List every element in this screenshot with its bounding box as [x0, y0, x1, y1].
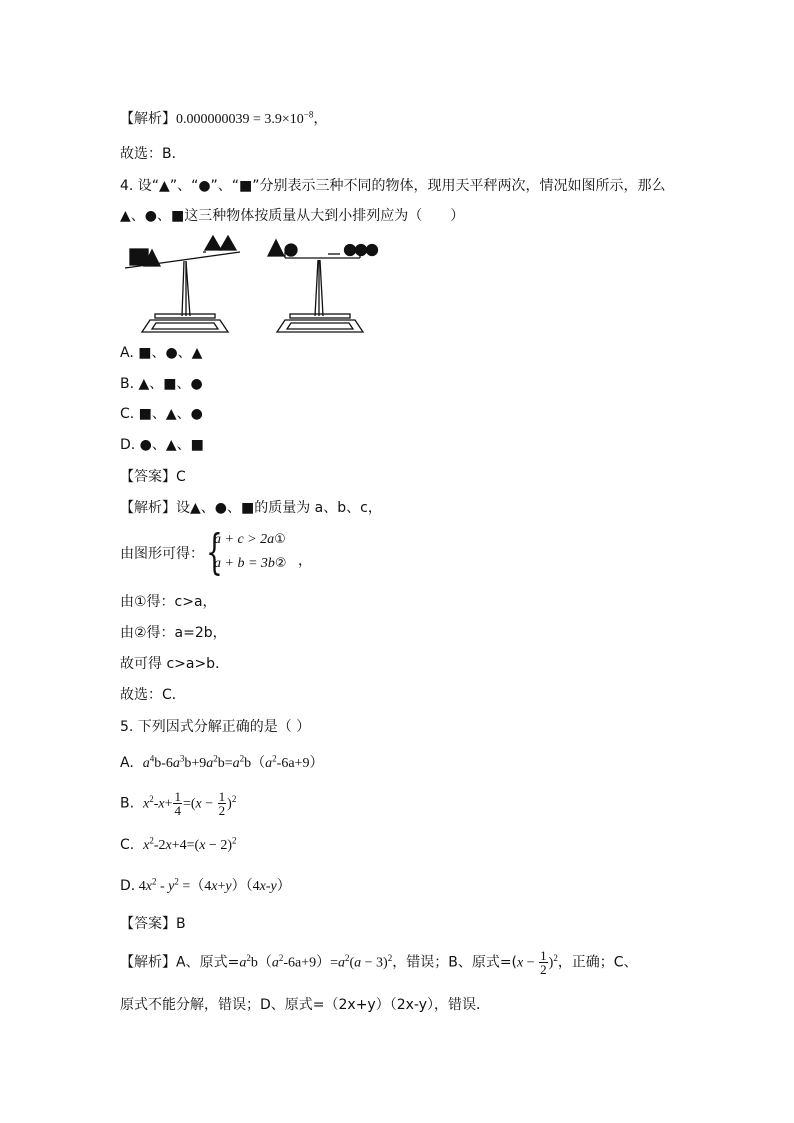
q5-answer: 【答案】B	[120, 916, 186, 932]
q3-choose: 故选：B．	[120, 146, 186, 162]
q4-system-prefix: 由图形可得：	[120, 546, 204, 562]
left-balance-scale	[125, 236, 240, 332]
q4-stem-line1: 4. 设“▲”、“●”、“■”分别表示三种不同的物体，现用天平秤两次，情况如图所示，那么	[120, 178, 666, 194]
q5-stem: 5. 下列因式分解正确的是（ ）	[120, 719, 311, 735]
right-pan-circle-icon-2	[356, 245, 367, 256]
q4-option-c: C. ■、▲、●	[120, 406, 203, 422]
q4-step-2: 由②得：a=2b，	[120, 625, 227, 641]
q5-analysis-line1: 【解析】A、原式$=a^2b(a^2-6a+9)=a^2(a - 3)^2$，错误；B、原式=(x − $\frac{1}{2}$ )$^2$，正确；C、	[120, 948, 638, 977]
left-pan-circle-icon	[285, 244, 297, 256]
analysis-exponent: −8	[303, 109, 314, 120]
equation-1: a + c > 2a①	[214, 532, 286, 547]
right-balance-scale	[268, 240, 378, 332]
q5-analysis-line2: 原式不能分解，错误；D、原式=（2x+y）（2x-y），错误．	[120, 997, 491, 1013]
q4-analysis-intro: 【解析】设▲、●、■的质量为 a、b、c，	[120, 500, 382, 516]
q4-option-d: D. ●、▲、■	[120, 437, 204, 453]
q4-stem-line2: ▲、●、■这三种物体按质量从大到小排列应为（ ）	[120, 208, 465, 224]
q5-option-d: D. $4x^2 - y^2 =(4x+y)(4x-y)$	[120, 876, 291, 894]
equation-2: a + b = 3b②	[214, 556, 287, 571]
q4-step-1: 由①得：c>a，	[120, 594, 217, 610]
q4-option-a: A. ■、●、▲	[120, 345, 203, 361]
q5-option-c: C. $x^2-2x+4=(x - 2)^2$	[120, 835, 237, 853]
q5-option-b: B. $x^2-x+$ $\frac{1}{4}$ =(x − $\frac{1}{2}$ )$^2$	[120, 789, 237, 818]
q3-analysis	[120, 110, 327, 129]
system-brace: {	[206, 524, 223, 580]
analysis-tail: ，	[313, 111, 328, 127]
right-pan-triangle-icon-2	[220, 236, 236, 250]
q5-option-a: A. $a^4b-6a^3b+9a^2b=a^2b(a^2-6a+9)$	[120, 753, 324, 771]
right-pan-triangle-icon	[205, 236, 221, 250]
balance-scales-figure	[120, 228, 390, 336]
right-pan-circle-icon	[345, 245, 356, 256]
q4-choose: 故选：C．	[120, 687, 186, 703]
left-pan-triangle-icon	[268, 240, 284, 256]
analysis-expression: 0.000000039 = 3.9×10	[176, 112, 304, 127]
q4-option-b: B. ▲、■、●	[120, 376, 203, 392]
system-tail: ，	[298, 553, 312, 569]
q4-answer: 【答案】C	[120, 469, 186, 485]
right-pan-circle-icon-3	[367, 245, 378, 256]
q4-step-3: 故可得 c>a>b．	[120, 656, 230, 672]
analysis-label: 【解析】	[120, 111, 176, 127]
